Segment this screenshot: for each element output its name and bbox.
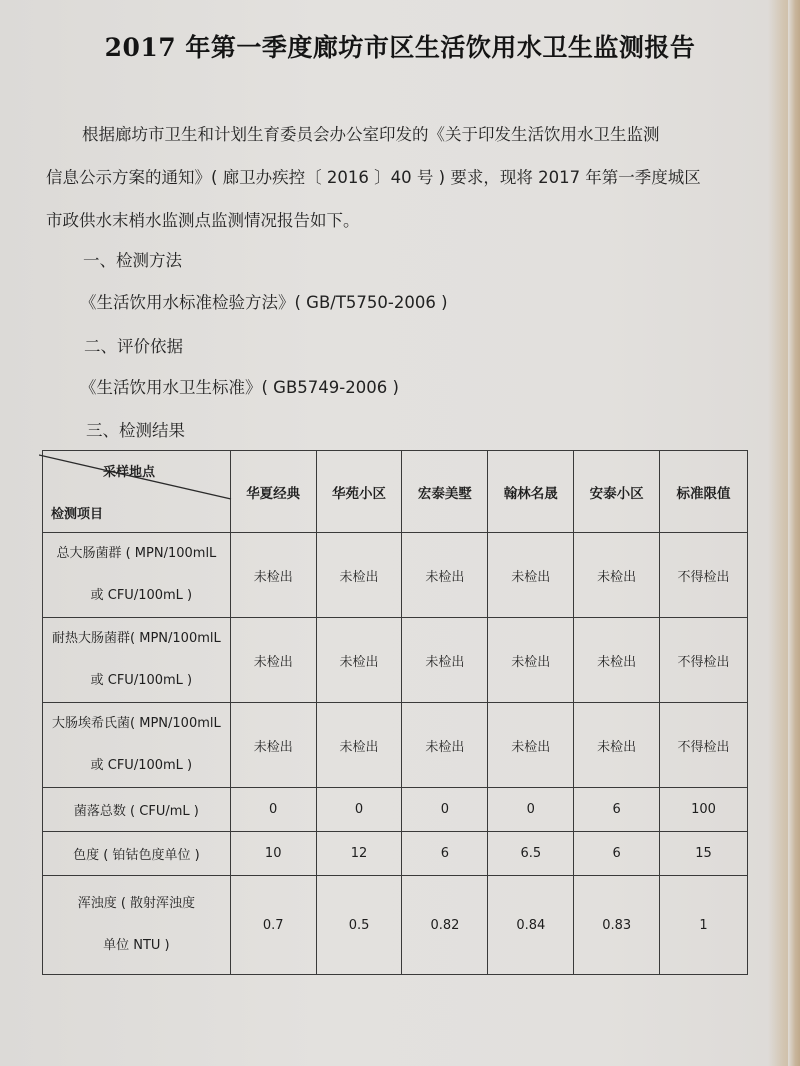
value-cell: 未检出 (488, 618, 574, 703)
intro-line-2: 信息公示方案的通知》( 廊卫办疾控〔 2016 〕40 号 ) 要求，现将 2017 年第一季度城区 (46, 168, 701, 187)
value-cell: 未检出 (574, 533, 660, 618)
value-cell: 未检出 (574, 618, 660, 703)
value-cell: 6 (402, 832, 488, 876)
standard-cell: 100 (660, 788, 748, 832)
column-header-huaxia: 华夏经典 (230, 451, 316, 533)
table-header-row (43, 451, 748, 533)
value-cell: 未检出 (316, 703, 402, 788)
report-title: 2017 年第一季度廊坊市区生活饮用水卫生监测报告 (104, 33, 696, 62)
value-cell: 未检出 (230, 618, 316, 703)
corner-header-cell (43, 451, 231, 533)
value-cell: 10 (230, 832, 316, 876)
column-header-standard: 标准限值 (660, 451, 748, 533)
intro-paragraph (46, 113, 756, 242)
item-cell: 大肠埃希氏菌( MPN/100mlL 或 CFU/100mL ) (43, 703, 231, 788)
value-cell: 0.7 (230, 876, 316, 975)
results-table (42, 450, 748, 975)
paper-edge (788, 0, 800, 1066)
standard-cell: 1 (660, 876, 748, 975)
standard-cell: 15 (660, 832, 748, 876)
standard-cell: 不得检出 (660, 618, 748, 703)
value-cell: 6 (574, 832, 660, 876)
intro-line-1: 根据廊坊市卫生和计划生育委员会办公室印发的《关于印发生活饮用水卫生监测 (82, 125, 660, 144)
section-heading-results: 三、检测结果 (86, 421, 185, 440)
value-cell: 12 (316, 832, 402, 876)
value-cell: 未检出 (488, 703, 574, 788)
item-cell: 总大肠菌群 ( MPN/100mlL 或 CFU/100mL ) (43, 533, 231, 618)
section-content-method: 《生活饮用水标准检验方法》( GB/T5750-2006 ) (80, 293, 448, 312)
value-cell: 0 (316, 788, 402, 832)
test-item-label: 检测项目 (51, 507, 104, 522)
column-header-huayuan: 华苑小区 (316, 451, 402, 533)
standard-cell: 不得检出 (660, 703, 748, 788)
value-cell: 未检出 (402, 703, 488, 788)
table-row (43, 788, 748, 832)
table-row (43, 618, 748, 703)
table-row (43, 832, 748, 876)
value-cell: 0.84 (488, 876, 574, 975)
item-cell: 耐热大肠菌群( MPN/100mlL 或 CFU/100mL ) (43, 618, 231, 703)
item-cell: 菌落总数 ( CFU/mL ) (43, 788, 231, 832)
value-cell: 6 (574, 788, 660, 832)
section-heading-method: 一、检测方法 (83, 251, 182, 270)
table-row (43, 533, 748, 618)
standard-cell: 不得检出 (660, 533, 748, 618)
value-cell: 0 (402, 788, 488, 832)
intro-line-3: 市政供水末梢水监测点监测情况报告如下。 (46, 211, 360, 230)
value-cell: 未检出 (316, 618, 402, 703)
column-header-hongtai: 宏泰美墅 (402, 451, 488, 533)
column-header-antai: 安泰小区 (574, 451, 660, 533)
value-cell: 0.5 (316, 876, 402, 975)
section-content-basis: 《生活饮用水卫生标准》( GB5749-2006 ) (80, 378, 399, 397)
section-heading-basis: 二、评价依据 (84, 337, 183, 356)
value-cell: 0 (488, 788, 574, 832)
column-header-hanlin: 翰林名晟 (488, 451, 574, 533)
table-row (43, 876, 748, 975)
value-cell: 未检出 (402, 533, 488, 618)
value-cell: 0 (230, 788, 316, 832)
value-cell: 6.5 (488, 832, 574, 876)
value-cell: 未检出 (488, 533, 574, 618)
table-row (43, 703, 748, 788)
value-cell: 未检出 (402, 618, 488, 703)
value-cell: 未检出 (316, 533, 402, 618)
sampling-site-label: 采样地点 (103, 465, 156, 480)
item-cell: 浑浊度 ( 散射浑浊度 单位 NTU ) (43, 876, 231, 975)
value-cell: 0.82 (402, 876, 488, 975)
value-cell: 未检出 (230, 533, 316, 618)
item-cell: 色度 ( 铂钴色度单位 ) (43, 832, 231, 876)
value-cell: 未检出 (230, 703, 316, 788)
value-cell: 未检出 (574, 703, 660, 788)
value-cell: 0.83 (574, 876, 660, 975)
